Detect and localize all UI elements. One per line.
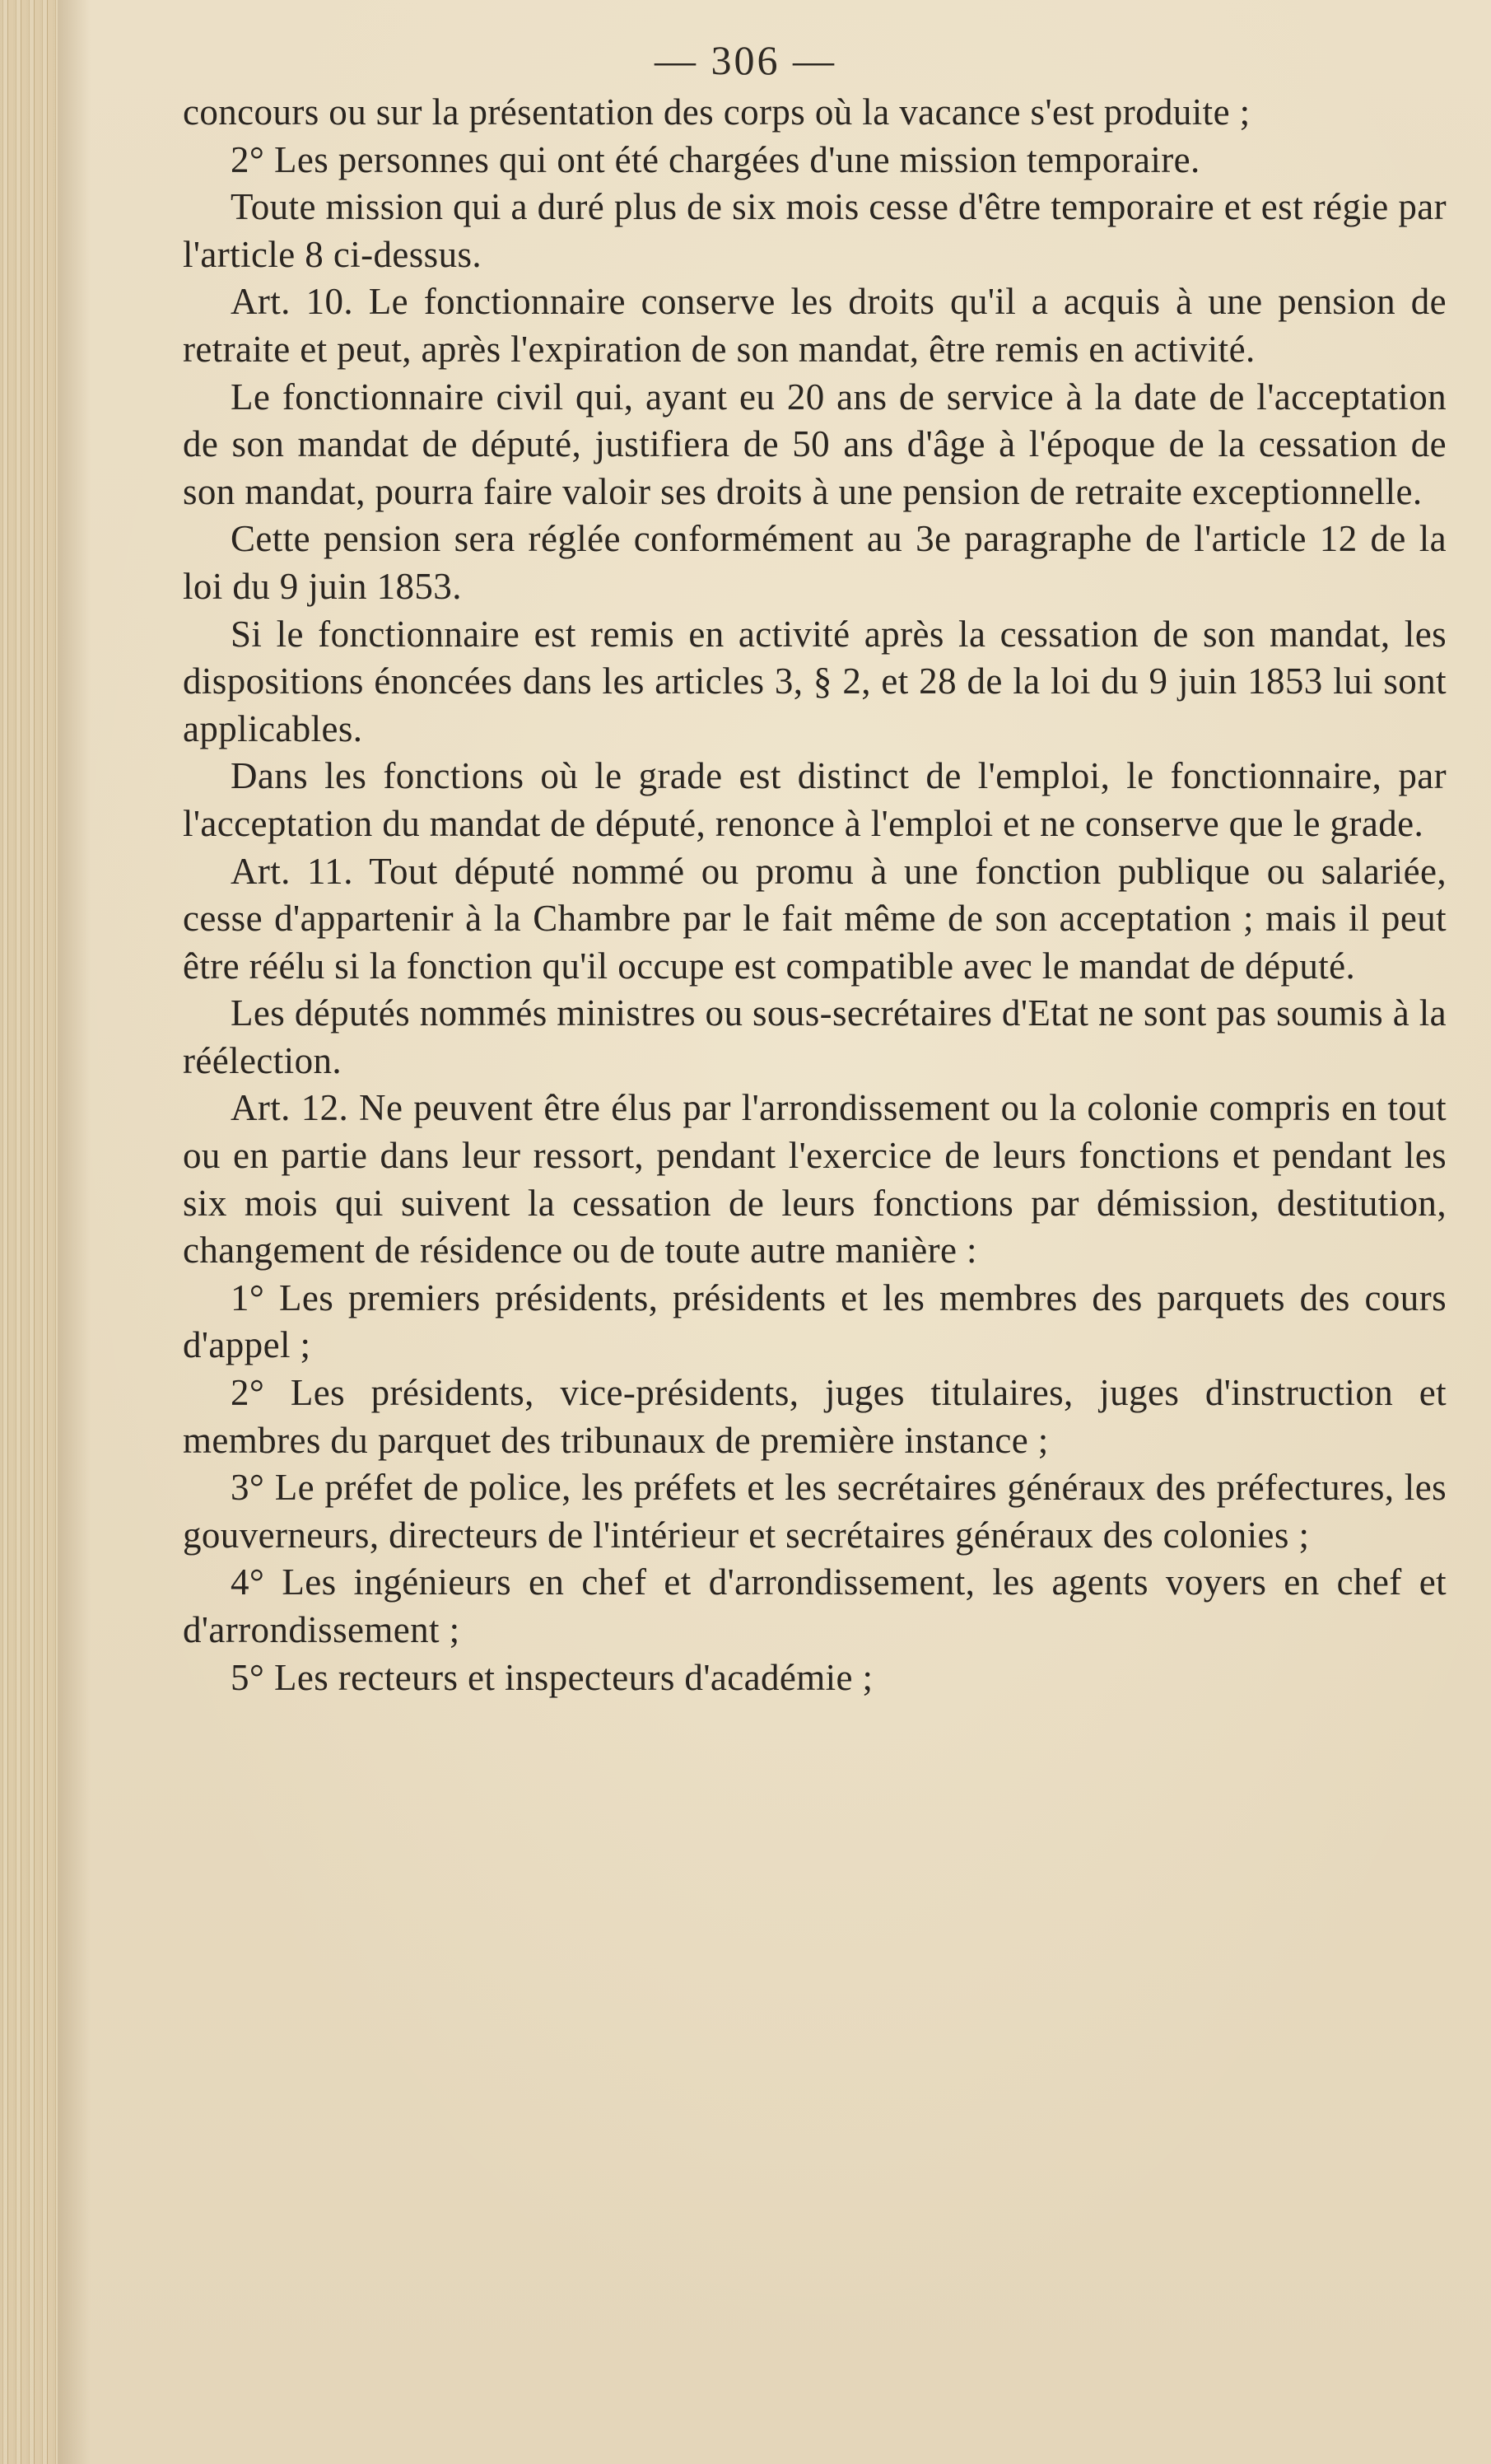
- page-gutter: [0, 0, 58, 2464]
- list-item: 3° Le préfet de police, les préfets et les secrétaires généraux des préfectures, les gouverneurs, directeurs de l'intérieur et secrétaires généraux des colonies ;: [183, 1467, 1447, 1556]
- list-item: 5° Les recteurs et inspecteurs d'académie ;: [231, 1656, 874, 1698]
- paragraph: Cette pension sera réglée conformément au 3e paragraphe de l'article 12 de la loi du 9 juin 1853.: [183, 518, 1447, 607]
- list-item: 4° Les ingénieurs en chef et d'arrondissement, les agents voyers en chef et d'arrondissement ;: [183, 1561, 1447, 1650]
- paragraph: Toute mission qui a duré plus de six mois cesse d'être temporaire et est régie par l'article 8 ci-dessus.: [183, 186, 1447, 275]
- article-11: Art. 11. Tout député nommé ou promu à une fonction publique ou salariée, cesse d'appartenir à la Chambre par le fait même de son acceptation ; mais il peut être réélu si la fonction qu'il occupe est compatible avec le mandat de député.: [183, 850, 1447, 987]
- paragraph: Si le fonctionnaire est remis en activité après la cessation de son mandat, les dispositions énoncées dans les articles 3, § 2, et 28 de la loi du 9 juin 1853 lui sont applicables.: [183, 613, 1447, 749]
- list-item: 1° Les premiers présidents, présidents et les membres des parquets des cours d'appel ;: [183, 1276, 1447, 1366]
- paragraph: concours ou sur la présentation des corps où la vacance s'est produite ;: [183, 91, 1251, 133]
- gutter-shadow: [58, 0, 91, 2464]
- body-text: [183, 89, 1447, 1701]
- article-12: Art. 12. Ne peuvent être élus par l'arrondissement ou la colonie compris en tout ou en partie dans leur ressort, pendant l'exercice de leurs fonctions et pendant les six mois qui suivent la cessation de leurs fonctions par démission, destitution, changement de résidence ou de toute autre manière :: [183, 1087, 1447, 1272]
- article-10: Art. 10. Le fonctionnaire conserve les droits qu'il a acquis à une pension de retraite et peut, après l'expiration de son mandat, être remis en activité.: [183, 281, 1447, 370]
- paragraph: Dans les fonctions où le grade est distinct de l'emploi, le fonctionnaire, par l'acceptation du mandat de député, renonce à l'emploi et ne conserve que le grade.: [183, 755, 1447, 844]
- list-item: 2° Les présidents, vice-présidents, juges titulaires, juges d'instruction et membres du parquet des tribunaux de première instance ;: [183, 1372, 1447, 1461]
- page-number: — 306 —: [655, 37, 836, 83]
- paragraph: Le fonctionnaire civil qui, ayant eu 20 ans de service à la date de l'acceptation de son mandat de député, justifiera de 50 ans d'âge à l'époque de la cessation de son mandat, pourra faire valoir ses droits à une pension de retraite exceptionnelle.: [183, 376, 1447, 512]
- paragraph: Les députés nommés ministres ou sous-secrétaires d'Etat ne sont pas soumis à la réélection.: [183, 992, 1447, 1081]
- paragraph: 2° Les personnes qui ont été chargées d'une mission temporaire.: [231, 138, 1200, 180]
